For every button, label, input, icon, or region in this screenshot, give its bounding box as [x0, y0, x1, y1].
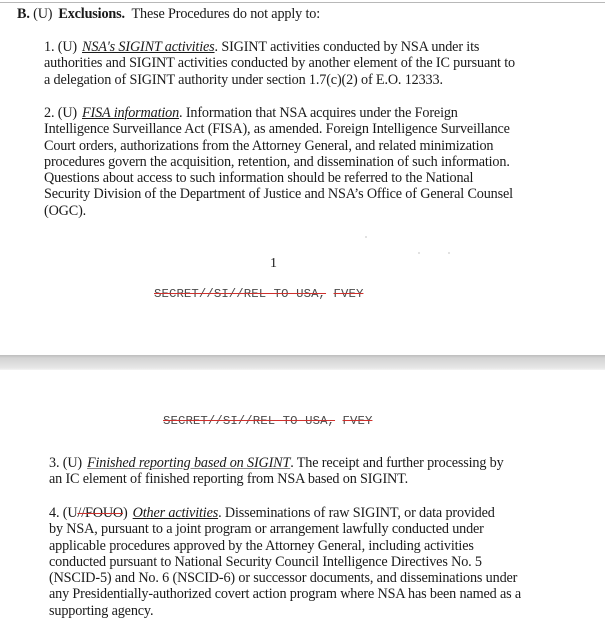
- section-intro: These Procedures do not apply to:: [131, 6, 320, 22]
- item-marking: (U): [57, 105, 77, 121]
- item-number: 3.: [49, 455, 60, 471]
- item-line: by NSA, pursuant to a joint program or arrangement lawfully conducted under: [49, 521, 484, 538]
- item-line: Questions about access to such information should be referred to the National: [44, 170, 474, 187]
- item-line: (OGC).: [44, 202, 87, 219]
- item-line: Intelligence Surveillance Act (FISA), as amended. Foreign Intelligence Surveillance: [44, 121, 510, 138]
- item-line: procedures govern the acquisition, retention, and dissemination of such information.: [44, 153, 510, 170]
- item-title: Other activities: [132, 505, 219, 521]
- item-title: FISA information: [82, 105, 180, 121]
- exclusion-item-3: [49, 455, 504, 488]
- struck-marking: //FOUO: [77, 505, 124, 521]
- item-line: supporting agency.: [49, 602, 154, 619]
- item-line: . The receipt and further processing by: [290, 455, 504, 471]
- classification-struck: SECRET//SI//REL TO USA,: [163, 414, 336, 428]
- item-marking: (U): [57, 39, 77, 55]
- classification-trailing: FVEY: [342, 414, 373, 428]
- page-break-separator: [0, 355, 605, 370]
- item-line: Court orders, authorizations from the Attorney General, and related minimization: [44, 137, 494, 154]
- classification-trailing: FVEY: [333, 287, 364, 301]
- item-line: applicable procedures approved by the Attorney General, including activities: [49, 537, 474, 554]
- scan-artifact: [365, 236, 367, 238]
- exclusion-item-2: [44, 105, 513, 219]
- exclusion-item-1: [44, 39, 515, 88]
- classification-footer: [154, 287, 363, 301]
- item-marking: (U): [62, 455, 82, 471]
- item-number: 1.: [44, 39, 55, 55]
- item-line: authorities and SIGINT activities conducted by another element of the IC pursuant to: [44, 55, 515, 72]
- page-number: 1: [270, 256, 277, 271]
- section-letter: B.: [17, 6, 30, 22]
- section-title: Exclusions.: [58, 6, 125, 22]
- item-marking: (U//FOUO): [62, 505, 128, 521]
- section-marking: (U): [33, 6, 53, 22]
- item-line: a delegation of SIGINT authority under section 1.7(c)(2) of E.O. 12333.: [44, 71, 443, 88]
- exclusion-item-4: [49, 505, 521, 619]
- item-line: (NSCID-5) and No. 6 (NSCID-6) or successor documents, and disseminations under: [49, 570, 518, 587]
- item-line: conducted pursuant to National Security Council Intelligence Directives No. 5: [49, 553, 482, 570]
- item-title: NSA's SIGINT activities: [82, 39, 215, 55]
- item-title: Finished reporting based on SIGINT: [87, 455, 291, 471]
- scan-artifact: [448, 252, 450, 254]
- classification-struck: SECRET//SI//REL TO USA,: [154, 287, 327, 301]
- item-line: an IC element of finished reporting from NSA based on SIGINT.: [49, 471, 408, 488]
- item-line: . Information that NSA acquires under the Foreign: [179, 105, 458, 121]
- item-number: 2.: [44, 105, 55, 121]
- item-line: Security Division of the Department of Justice and NSA’s Office of General Counsel: [44, 186, 513, 203]
- section-heading: [17, 6, 320, 22]
- item-line: any Presidentially-authorized covert action program where NSA has been named as a: [49, 586, 522, 603]
- item-line: . SIGINT activities conducted by NSA under its: [214, 39, 480, 55]
- item-line: . Disseminations of raw SIGINT, or data provided: [218, 505, 495, 521]
- scan-artifact: [418, 252, 420, 254]
- item-number: 4.: [49, 505, 60, 521]
- classification-header: [163, 414, 372, 428]
